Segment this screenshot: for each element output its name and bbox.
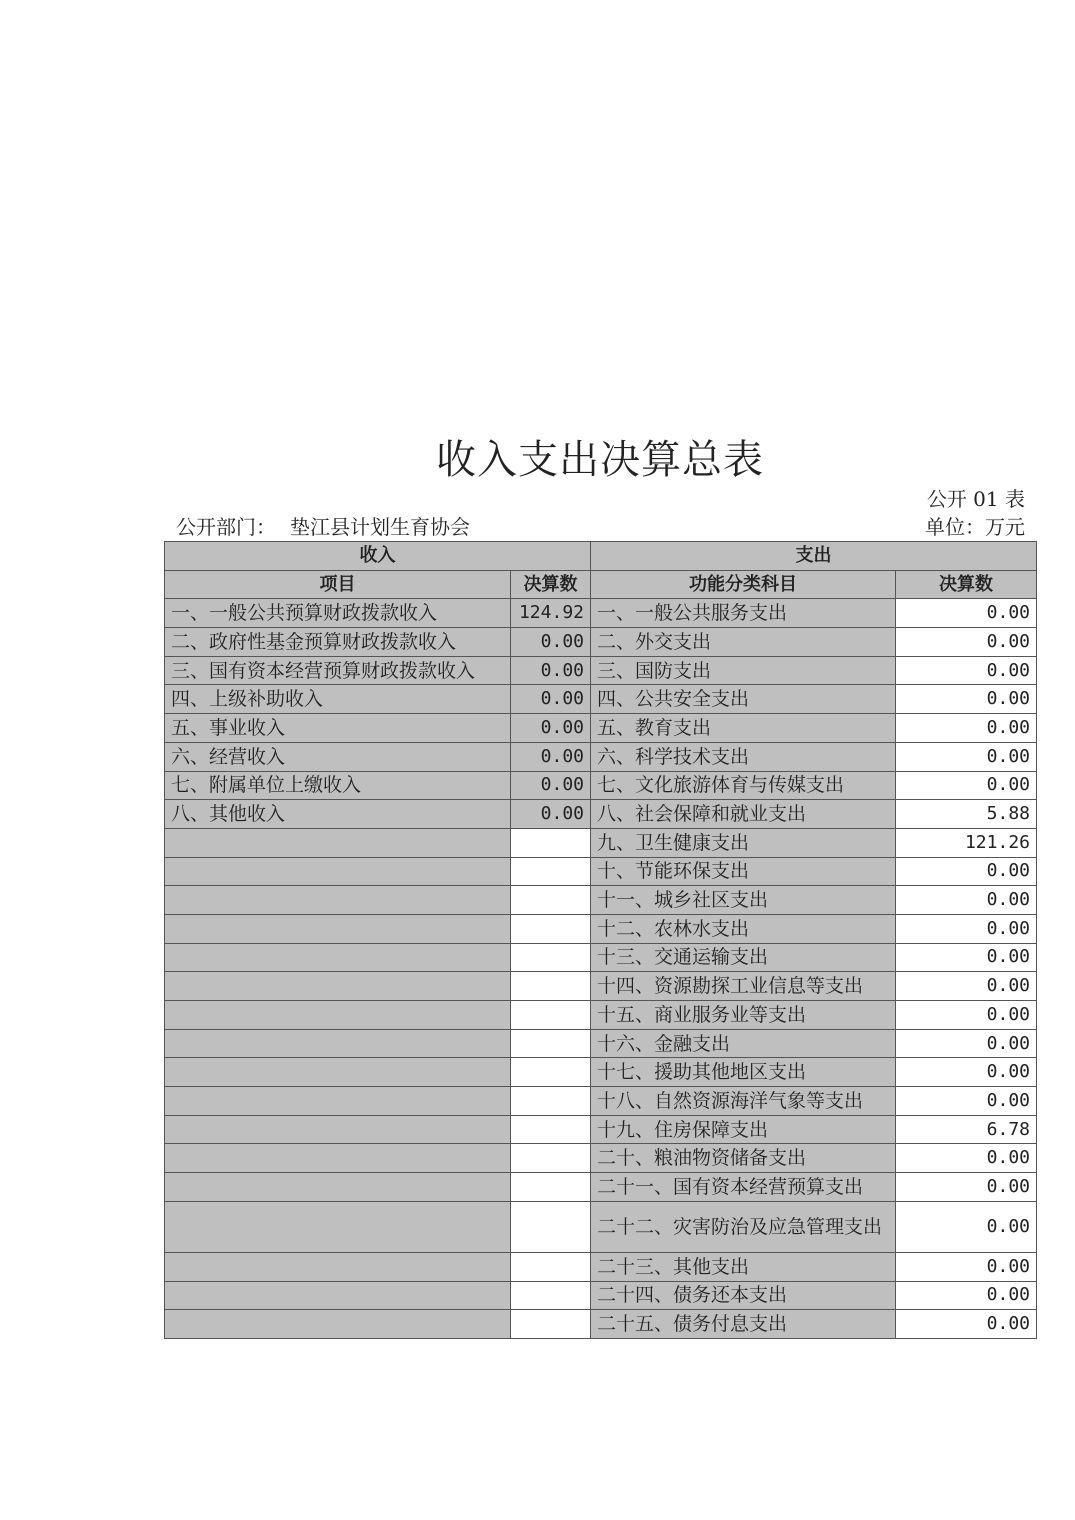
income-amount-header: 决算数 bbox=[511, 570, 591, 599]
income-amount-cell: 0.00 bbox=[511, 800, 591, 829]
table-row bbox=[165, 1115, 1037, 1144]
table-row bbox=[165, 599, 1037, 628]
expense-item-cell: 七、文化旅游体育与传媒支出 bbox=[591, 771, 896, 800]
table-row bbox=[165, 656, 1037, 685]
income-item-cell bbox=[165, 828, 511, 857]
expense-amount-cell: 6.78 bbox=[896, 1115, 1037, 1144]
expense-amount-cell: 0.00 bbox=[896, 1001, 1037, 1030]
table-row bbox=[165, 1310, 1037, 1339]
income-amount-cell: 124.92 bbox=[511, 599, 591, 628]
income-item-cell: 二、政府性基金预算财政拨款收入 bbox=[165, 628, 511, 657]
income-amount-cell bbox=[511, 1029, 591, 1058]
income-amount-cell bbox=[511, 1144, 591, 1173]
expense-item-cell: 十二、农林水支出 bbox=[591, 914, 896, 943]
table-row bbox=[165, 771, 1037, 800]
expense-amount-header: 决算数 bbox=[896, 570, 1037, 599]
income-amount-cell bbox=[511, 828, 591, 857]
income-item-cell bbox=[165, 1201, 511, 1252]
income-amount-cell bbox=[511, 886, 591, 915]
expense-item-cell: 四、公共安全支出 bbox=[591, 685, 896, 714]
income-item-cell bbox=[165, 1310, 511, 1339]
income-item-cell bbox=[165, 1173, 511, 1202]
table-row bbox=[165, 628, 1037, 657]
expense-amount-cell: 0.00 bbox=[896, 1144, 1037, 1173]
expense-item-cell: 十八、自然资源海洋气象等支出 bbox=[591, 1087, 896, 1116]
income-amount-cell bbox=[511, 1252, 591, 1281]
income-item-cell bbox=[165, 914, 511, 943]
expense-amount-cell: 0.00 bbox=[896, 972, 1037, 1001]
income-amount-cell bbox=[511, 1115, 591, 1144]
income-amount-cell bbox=[511, 1173, 591, 1202]
table-row bbox=[165, 1001, 1037, 1030]
income-item-cell bbox=[165, 972, 511, 1001]
income-item-cell bbox=[165, 1144, 511, 1173]
income-header: 收入 bbox=[165, 542, 591, 571]
income-amount-cell: 0.00 bbox=[511, 771, 591, 800]
expense-amount-cell: 0.00 bbox=[896, 1058, 1037, 1087]
expense-item-cell: 十、节能环保支出 bbox=[591, 857, 896, 886]
expense-amount-cell: 0.00 bbox=[896, 628, 1037, 657]
expense-item-cell: 一、一般公共服务支出 bbox=[591, 599, 896, 628]
income-amount-cell bbox=[511, 1310, 591, 1339]
income-amount-cell bbox=[511, 943, 591, 972]
table-row bbox=[165, 714, 1037, 743]
expense-amount-cell: 0.00 bbox=[896, 1173, 1037, 1202]
expense-item-cell: 三、国防支出 bbox=[591, 656, 896, 685]
expense-amount-cell: 0.00 bbox=[896, 914, 1037, 943]
table-row bbox=[165, 1201, 1037, 1252]
expense-item-cell: 二十一、国有资本经营预算支出 bbox=[591, 1173, 896, 1202]
table-row bbox=[165, 742, 1037, 771]
income-amount-cell: 0.00 bbox=[511, 714, 591, 743]
expense-item-cell: 二十二、灾害防治及应急管理支出 bbox=[591, 1201, 896, 1252]
expense-item-cell: 十四、资源勘探工业信息等支出 bbox=[591, 972, 896, 1001]
expense-item-cell: 二十五、债务付息支出 bbox=[591, 1310, 896, 1339]
expense-amount-cell: 0.00 bbox=[896, 1281, 1037, 1310]
page-title: 收入支出决算总表 bbox=[436, 437, 764, 483]
income-amount-cell bbox=[511, 1201, 591, 1252]
income-amount-cell bbox=[511, 914, 591, 943]
table-row bbox=[165, 685, 1037, 714]
expense-amount-cell: 0.00 bbox=[896, 656, 1037, 685]
form-number: 公开 01 表 bbox=[926, 487, 1025, 511]
budget-table bbox=[164, 541, 1037, 1339]
income-item-cell bbox=[165, 1087, 511, 1116]
table-row bbox=[165, 1252, 1037, 1281]
table-row bbox=[165, 1281, 1037, 1310]
expense-item-cell: 十六、金融支出 bbox=[591, 1029, 896, 1058]
expense-item-cell: 九、卫生健康支出 bbox=[591, 828, 896, 857]
income-item-cell: 八、其他收入 bbox=[165, 800, 511, 829]
income-amount-cell bbox=[511, 1087, 591, 1116]
table-row bbox=[165, 800, 1037, 829]
expense-amount-cell: 0.00 bbox=[896, 771, 1037, 800]
department-label: 公开部门： bbox=[176, 515, 276, 539]
table-body bbox=[165, 599, 1037, 1339]
income-amount-cell: 0.00 bbox=[511, 628, 591, 657]
table-row bbox=[165, 972, 1037, 1001]
expense-amount-cell: 0.00 bbox=[896, 857, 1037, 886]
income-item-cell: 六、经营收入 bbox=[165, 742, 511, 771]
table-row bbox=[165, 914, 1037, 943]
table-row bbox=[165, 1058, 1037, 1087]
income-item-cell bbox=[165, 943, 511, 972]
income-item-cell: 一、一般公共预算财政拨款收入 bbox=[165, 599, 511, 628]
income-amount-cell bbox=[511, 857, 591, 886]
expense-amount-cell: 0.00 bbox=[896, 685, 1037, 714]
income-item-cell bbox=[165, 1029, 511, 1058]
expense-item-cell: 二、外交支出 bbox=[591, 628, 896, 657]
expense-amount-cell: 0.00 bbox=[896, 1310, 1037, 1339]
income-item-cell bbox=[165, 1058, 511, 1087]
income-item-cell: 四、上级补助收入 bbox=[165, 685, 511, 714]
expense-item-cell: 十九、住房保障支出 bbox=[591, 1115, 896, 1144]
table-row bbox=[165, 828, 1037, 857]
expense-amount-cell: 0.00 bbox=[896, 1029, 1037, 1058]
expense-amount-cell: 0.00 bbox=[896, 714, 1037, 743]
income-amount-cell bbox=[511, 1281, 591, 1310]
expense-amount-cell: 0.00 bbox=[896, 943, 1037, 972]
income-item-cell bbox=[165, 1001, 511, 1030]
table-row bbox=[165, 1087, 1037, 1116]
expense-item-cell: 五、教育支出 bbox=[591, 714, 896, 743]
expense-item-cell: 二十三、其他支出 bbox=[591, 1252, 896, 1281]
expense-item-cell: 八、社会保障和就业支出 bbox=[591, 800, 896, 829]
income-item-cell: 七、附属单位上缴收入 bbox=[165, 771, 511, 800]
income-item-cell bbox=[165, 1252, 511, 1281]
income-item-cell bbox=[165, 1115, 511, 1144]
income-amount-cell bbox=[511, 1001, 591, 1030]
expense-header: 支出 bbox=[591, 542, 1037, 571]
expense-item-cell: 十七、援助其他地区支出 bbox=[591, 1058, 896, 1087]
expense-item-cell: 十五、商业服务业等支出 bbox=[591, 1001, 896, 1030]
table-row bbox=[165, 886, 1037, 915]
income-item-cell bbox=[165, 1281, 511, 1310]
expense-amount-cell: 0.00 bbox=[896, 742, 1037, 771]
income-amount-cell bbox=[511, 1058, 591, 1087]
income-amount-cell: 0.00 bbox=[511, 685, 591, 714]
expense-item-cell: 六、科学技术支出 bbox=[591, 742, 896, 771]
table-row bbox=[165, 1029, 1037, 1058]
income-amount-cell: 0.00 bbox=[511, 656, 591, 685]
table-row bbox=[165, 943, 1037, 972]
income-item-cell: 五、事业收入 bbox=[165, 714, 511, 743]
income-item-cell bbox=[165, 857, 511, 886]
income-amount-cell: 0.00 bbox=[511, 742, 591, 771]
expense-amount-cell: 0.00 bbox=[896, 886, 1037, 915]
expense-amount-cell: 0.00 bbox=[896, 1201, 1037, 1252]
expense-amount-cell: 0.00 bbox=[896, 599, 1037, 628]
expense-item-cell: 二十、粮油物资储备支出 bbox=[591, 1144, 896, 1173]
unit-label: 单位：万元 bbox=[925, 515, 1025, 539]
income-amount-cell bbox=[511, 972, 591, 1001]
income-item-cell bbox=[165, 886, 511, 915]
expense-amount-cell: 121.26 bbox=[896, 828, 1037, 857]
table-row bbox=[165, 857, 1037, 886]
table-row bbox=[165, 1173, 1037, 1202]
expense-amount-cell: 5.88 bbox=[896, 800, 1037, 829]
expense-amount-cell: 0.00 bbox=[896, 1087, 1037, 1116]
expense-item-cell: 十一、城乡社区支出 bbox=[591, 886, 896, 915]
department-line bbox=[176, 513, 470, 541]
table-row bbox=[165, 1144, 1037, 1173]
expense-item-cell: 十三、交通运输支出 bbox=[591, 943, 896, 972]
item-header: 项目 bbox=[165, 570, 511, 599]
expense-item-cell: 二十四、债务还本支出 bbox=[591, 1281, 896, 1310]
category-header: 功能分类科目 bbox=[591, 570, 896, 599]
department-name: 垫江县计划生育协会 bbox=[290, 515, 470, 539]
expense-amount-cell: 0.00 bbox=[896, 1252, 1037, 1281]
income-item-cell: 三、国有资本经营预算财政拨款收入 bbox=[165, 656, 511, 685]
